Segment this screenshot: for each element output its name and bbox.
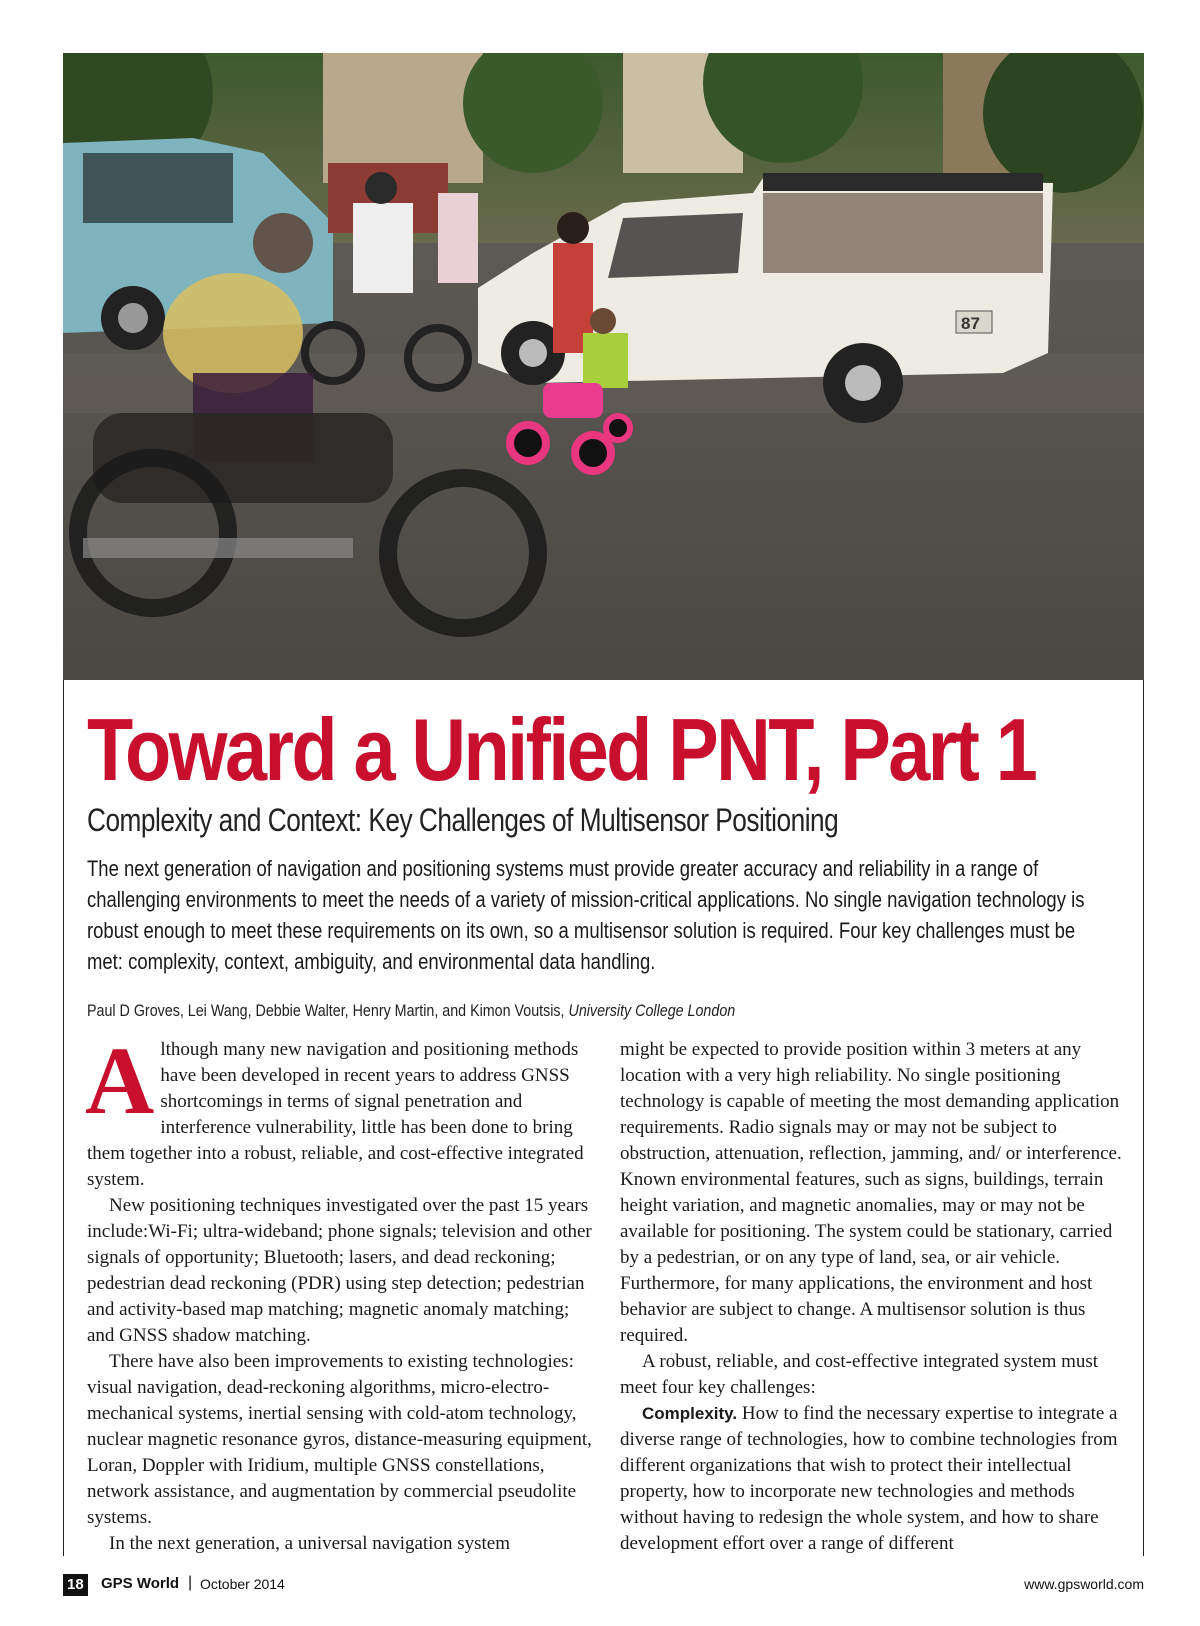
- paragraph-1-text: lthough many new navigation and positioning methods have been developed in recent years to address GNSS shortcomings in terms of signal penetration and interference vulnerability, little has been done to bring them together into a robust, reliable, and cost-effective integrated system.: [87, 1039, 584, 1190]
- article-title: Toward a Unified PNT, Part 1: [87, 700, 1036, 799]
- frame-border-right: [1143, 680, 1144, 1556]
- run-in-heading: Complexity.: [642, 1404, 738, 1423]
- hero-photo: [63, 53, 1144, 680]
- article-intro: The next generation of navigation and positioning systems must provide greater accuracy and reliability in a range of challenging environments to meet the needs of a variety of mission-critical applications. No single navigation technology is robust enough to meet these requirements on its own, so a multisensor solution is required. Four key challenges must be met: complexity, context, ambiguity, and environmental data handling.: [87, 856, 1085, 974]
- paragraph-5: might be expected to provide position within 3 meters at any location with a very high reliability. No single positioning technology is capable of meeting the most demanding application requirements. Radio signals may or may not be subject to obstruction, attenuation, reflection, jamming, and/ or interference. Known environmental features, such as signs, buildings, terrain height variation, and magnetic anomalies, may or may not be available for positioning. The system could be stationary, carried by a pedestrian, or on any type of land, sea, or air vehicle. Furthermore, for many applications, the environment and host behavior are subject to change. A multisensor solution is thus required.: [620, 1039, 1122, 1346]
- page-footer: [63, 1574, 1144, 1598]
- magazine-name: GPS World: [101, 1575, 180, 1592]
- website-url[interactable]: www.gpsworld.com: [1024, 1576, 1144, 1592]
- byline: [87, 1001, 735, 1021]
- frame-border-left: [63, 680, 64, 1556]
- byline-authors: Paul D Groves, Lei Wang, Debbie Walter, Henry Martin, and Kimon Voutsis,: [87, 1001, 569, 1020]
- footer-separator: |: [188, 1574, 193, 1591]
- paragraph-1: [85, 1027, 592, 1193]
- issue-date: October 2014: [200, 1576, 285, 1592]
- paragraph-7-text: How to find the necessary expertise to integrate a diverse range of technologies, how to combine technologies from different organizations that wish to protect their intellectual property, how to incorporate new technologies and methods without having to redesign the whole system, and how to share development effort over a range of different: [620, 1403, 1118, 1554]
- truck-plate: 87: [961, 314, 980, 333]
- byline-affiliation: University College London: [568, 1001, 736, 1020]
- paragraph-2: New positioning techniques investigated over the past 15 years include:Wi-Fi; ultra-wideband; phone signals; television and other signals of opportunity; Bluetooth; lasers, and dead reckoning; pedestrian dead reckoning (PDR) using step detection; pedestrian and activity-based map matching; magnetic anomaly matching; and GNSS shadow matching.: [87, 1195, 592, 1346]
- paragraph-4: In the next generation, a universal navigation system: [109, 1533, 510, 1554]
- paragraph-7: [620, 1401, 1125, 1557]
- column-left: [85, 1027, 592, 1557]
- page-number: 18: [63, 1574, 88, 1596]
- column-right: [620, 1037, 1125, 1557]
- drop-cap: A: [85, 1027, 155, 1134]
- paragraph-6: A robust, reliable, and cost-effective integrated system must meet four key challenges:: [620, 1351, 1099, 1398]
- article-subtitle: Complexity and Context: Key Challenges of Multisensor Positioning: [87, 802, 839, 838]
- paragraph-3: There have also been improvements to existing technologies: visual navigation, dead-reckoning algorithms, micro-electro-mechanical systems, inertial sensing with cold-atom technology, nuclear magnetic resonance gyros, distance-measuring equipment, Loran, Doppler with Iridium, multiple GNSS constellations, network assistance, and augmentation by commercial pseudolite systems.: [87, 1351, 592, 1528]
